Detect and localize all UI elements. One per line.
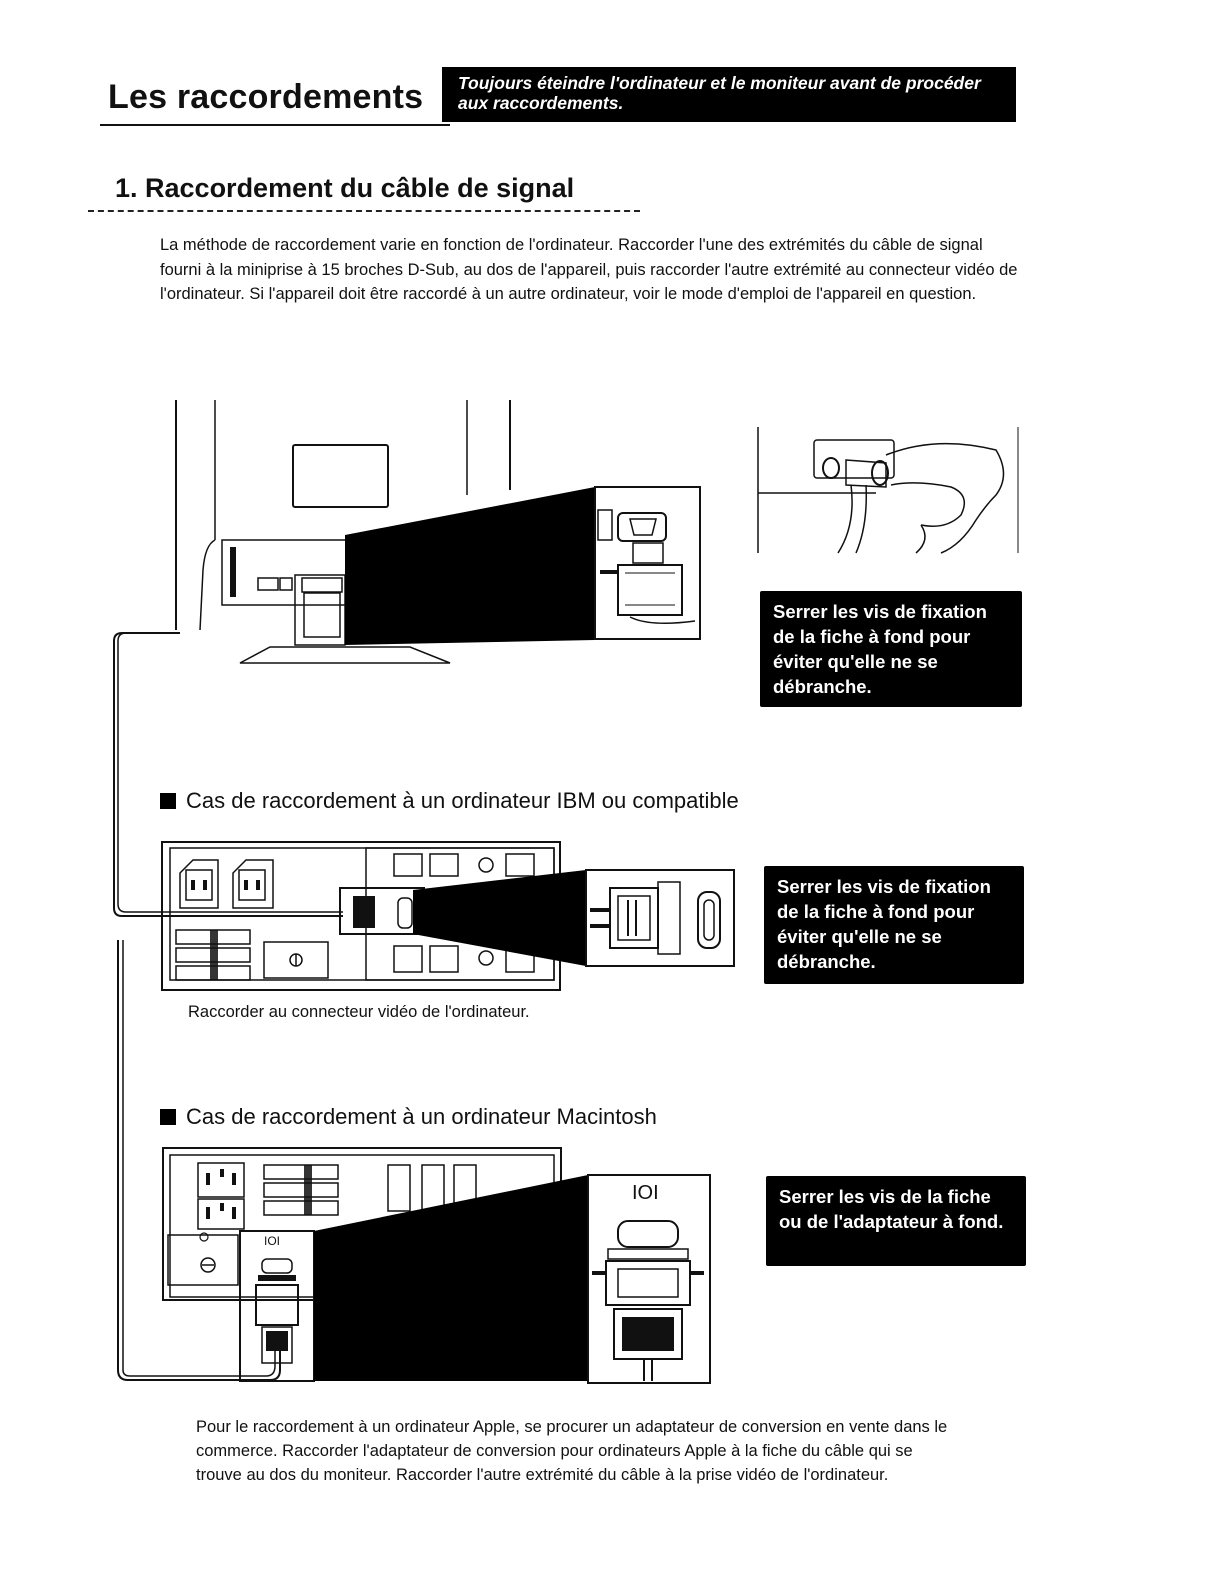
mac-case-heading xyxy=(160,1104,657,1130)
mac-computer-rear-illustration xyxy=(160,1145,715,1390)
ibm-case-heading-text: Cas de raccordement à un ordinateur IBM ou compatible xyxy=(186,788,739,813)
hand-tighten-illustration xyxy=(756,425,1021,555)
page-title: Les raccordements xyxy=(108,78,424,116)
ibm-caption: Raccorder au connecteur vidéo de l'ordinateur. xyxy=(188,1003,530,1021)
section-title: 1. Raccordement du câble de signal xyxy=(115,173,575,203)
ibm-computer-rear-illustration xyxy=(158,838,743,996)
bullet-square-icon xyxy=(160,793,176,809)
note-tighten-mac: Serrer les vis de la fiche ou de l'adaptateur à fond. xyxy=(766,1176,1026,1266)
intro-paragraph: La méthode de raccordement varie en fonction de l'ordinateur. Raccorder l'une des extrémités du câble de signal fourni à la miniprise à 15 broches D-Sub, au dos de l'appareil, puis raccorder l'autre extrémité au connecteur vidéo de l'ordinateur. Si l'appareil doit être raccordé à un autre ordinateur, voir le mode d'emploi de l'appareil en question. xyxy=(160,236,1018,303)
note-tighten-ibm: Serrer les vis de fixation de la fiche à fond pour éviter qu'elle ne se débranche. xyxy=(764,866,1024,984)
mac-case-heading-text: Cas de raccordement à un ordinateur Macintosh xyxy=(186,1104,657,1129)
monitor-rear-illustration xyxy=(170,395,710,670)
note-tighten-monitor: Serrer les vis de fixation de la fiche à fond pour éviter qu'elle ne se débranche. xyxy=(760,591,1022,707)
warning-banner: Toujours éteindre l'ordinateur et le moniteur avant de procéder aux raccordements. xyxy=(442,67,1016,122)
mac-port-label: IOI xyxy=(632,1182,659,1204)
apple-adapter-paragraph: Pour le raccordement à un ordinateur Apple, se procurer un adaptateur de conversion en vente dans le commerce. Raccorder l'adaptateur de conversion pour ordinateurs Apple à la fiche du câble qui se trouve au dos du moniteur. Raccorder l'autre extrémité du câble à la prise vidéo de l'ordinateur. xyxy=(196,1418,948,1484)
bullet-square-icon xyxy=(160,1109,176,1125)
ibm-case-heading xyxy=(160,788,739,814)
mac-port-label-small: IOI xyxy=(264,1234,281,1248)
